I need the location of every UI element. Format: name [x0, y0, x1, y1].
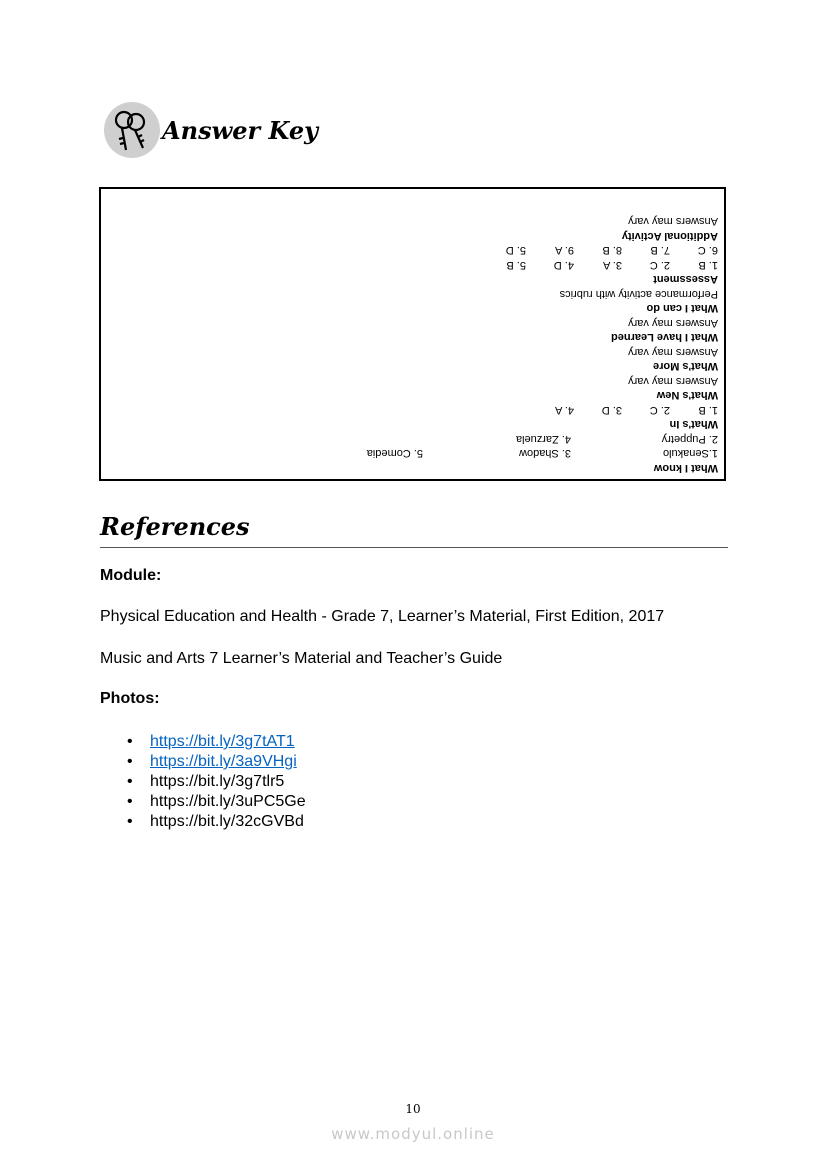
photo-link-item	[127, 812, 306, 832]
photo-link-item	[127, 732, 306, 752]
photos-label: Photos:	[100, 690, 160, 707]
answer-key-box	[99, 187, 726, 481]
answer-key-section-heading	[108, 359, 718, 374]
answer-key-cell: 7. B	[650, 244, 670, 257]
photo-source-3: https://bit.ly/3g7tlr5	[150, 773, 285, 790]
answer-key-cell: What I have Learned	[611, 331, 718, 344]
answer-key-title: Answer Key	[162, 116, 319, 145]
answer-key-cell: What's More	[653, 360, 718, 373]
references-heading: References	[100, 512, 250, 541]
answer-key-cell: 9. A	[555, 244, 574, 257]
answer-key-line	[108, 403, 718, 418]
answer-key-section-heading	[108, 417, 718, 432]
answer-key-cell: Answers may vary	[628, 346, 718, 358]
module-reference-1: Physical Education and Health - Grade 7, Learner’s Material, First Edition, 2017	[100, 608, 665, 625]
photo-link-1[interactable]: https://bit.ly/3g7tAT1	[150, 733, 295, 750]
photo-source-4: https://bit.ly/3uPC5Ge	[150, 793, 306, 810]
answer-key-cell: Assessment	[653, 273, 718, 286]
answer-key-line	[108, 374, 718, 389]
answer-key-cell: 2. C	[649, 259, 670, 271]
answer-key-cell: 1. B	[698, 404, 718, 416]
answer-key-section-heading	[108, 388, 718, 403]
answer-key-cell: What's In	[669, 418, 718, 431]
photo-link-item	[127, 792, 306, 812]
module-reference-2: Music and Arts 7 Learner’s Material and Teacher’s Guide	[100, 650, 503, 667]
photo-link-item	[127, 752, 306, 772]
answer-key-line	[108, 287, 718, 302]
answer-key-cell: What I know	[653, 462, 718, 474]
keys-icon	[104, 102, 160, 158]
answer-key-line	[108, 316, 718, 331]
answer-key-cell: What's New	[656, 389, 718, 402]
answer-key-section-heading	[108, 272, 718, 287]
module-label: Module:	[100, 567, 162, 584]
answer-key-cell: What I can do	[646, 302, 718, 315]
answer-key-line	[108, 258, 718, 273]
answer-key-cell: 4. A	[555, 404, 574, 416]
answer-key-cell: 6. C	[697, 244, 718, 257]
answer-key-section-heading	[108, 301, 718, 316]
answer-key-cell: Answers may vary	[628, 317, 718, 329]
watermark: www.modyul.online	[331, 1125, 495, 1143]
answer-key-line	[108, 243, 718, 258]
answer-key-line	[108, 214, 718, 229]
answer-key-cell: Answers may vary	[628, 375, 718, 387]
answer-key-line	[108, 345, 718, 360]
answer-key-line	[108, 446, 718, 461]
answer-key-cell: 3. D	[601, 404, 622, 416]
answer-key-cell: Additional Activity	[621, 230, 718, 242]
answer-key-cell: 1.Senakulo	[662, 447, 718, 460]
photo-source-5: https://bit.ly/32cGVBd	[150, 813, 304, 830]
answer-key-cell: 3. Shadow	[519, 447, 571, 460]
answer-key-section-heading	[108, 330, 718, 345]
answer-key-cell: 5. D	[505, 244, 526, 257]
photo-link-item	[127, 772, 306, 792]
answer-key-cell: 2. C	[649, 404, 670, 416]
answer-key-rotated-content	[101, 189, 724, 479]
photo-link-2[interactable]: https://bit.ly/3a9VHgi	[150, 753, 297, 770]
answer-key-section-heading	[108, 229, 718, 244]
answer-key-cell: 3. A	[603, 259, 622, 271]
answer-key-cell: 4. Zarzuela	[515, 433, 571, 445]
page-number: 10	[405, 1102, 421, 1116]
answer-key-cell: 2. Puppetry	[661, 433, 718, 445]
answer-key-cell: 8. B	[602, 244, 622, 257]
answer-key-cell: 4. D	[553, 259, 574, 271]
answer-key-lines	[108, 214, 718, 475]
answer-key-cell: 5. B	[506, 259, 526, 271]
answer-key-cell: 1. B	[698, 259, 718, 271]
answer-key-cell: Performance activity with rubrics	[559, 288, 718, 300]
photo-links-list	[127, 732, 306, 832]
answer-key-line	[108, 432, 718, 447]
answer-key-section-heading	[108, 461, 718, 476]
answer-key-cell: 5. Comedia	[366, 447, 423, 460]
answer-key-cell: Answers may vary	[628, 215, 718, 228]
references-divider	[100, 547, 728, 548]
